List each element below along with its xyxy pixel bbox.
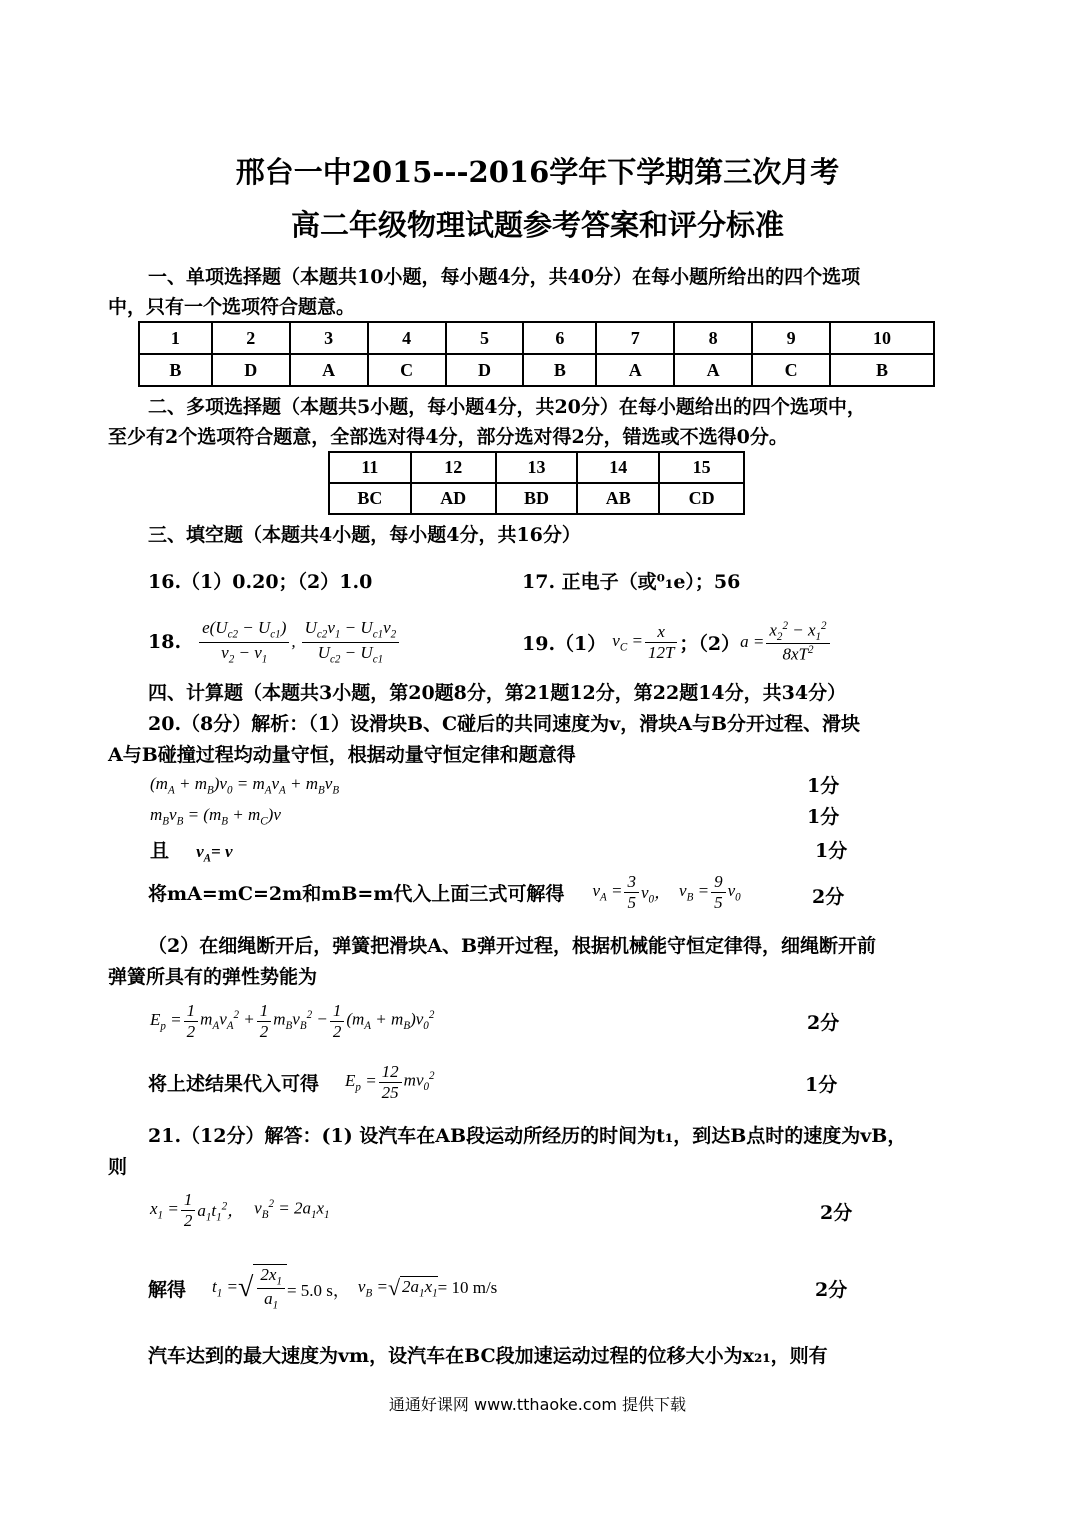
score: 1分	[807, 775, 840, 797]
score: 1分	[805, 1074, 838, 1096]
question-number: 8	[674, 322, 752, 354]
section-3-heading: 三、填空题（本题共4小题，每小题4分，共16分）	[148, 524, 581, 546]
question-number: 3	[290, 322, 368, 354]
q20-part2-line-2: 弹簧所具有的弹性势能为	[108, 966, 318, 988]
single-choice-answer-table	[138, 321, 935, 387]
q20-text-line-1: 20.（8分）解析：（1）设滑块B、C碰后的共同速度为v，滑块A与B分开过程、滑块	[148, 713, 861, 735]
answer-cell: C	[368, 354, 446, 386]
section-1-heading: 一、单项选择题（本题共10小题，每小题4分，共40分）在每小题所给出的四个选项	[148, 266, 861, 288]
equation-ep-result: 将上述结果代入可得 $E_p$ = $\frac{12}{25}$ $mv_0^2$	[148, 1061, 435, 1102]
answer-cell: A	[290, 354, 368, 386]
question-number: 15	[659, 452, 744, 483]
score: 1分	[815, 840, 848, 862]
table-row	[329, 452, 744, 483]
section-2-heading: 二、多项选择题（本题共5小题，每小题4分，共20分）在每小题给出的四个选项中，	[148, 396, 866, 418]
q21-text-line-2: 则	[108, 1156, 128, 1178]
score: 2分	[815, 1279, 848, 1301]
answer-cell: D	[446, 354, 524, 386]
answer-cell: A	[674, 354, 752, 386]
q20-text-line-2: A与B碰撞过程均动量守恒，根据动量守恒定律和题意得	[108, 744, 576, 766]
answer-19: 19.（1） $v_C$ = $\frac{x}{12T}$ ；（2） a = $\frac{x_2^2 - x_1^2}{8xT^2}$	[522, 616, 832, 668]
equation-prefix: 将上述结果代入可得	[148, 1072, 320, 1095]
score: 1分	[807, 806, 840, 828]
answer-cell: B	[139, 354, 212, 386]
equation-solve-t1-vb: 解得 $t_1$ = √ $\frac{2x_1}{a_1}$ = 5.0 s， $v_B$ = √ $2a_1x_1$ = 10 m/s	[148, 1264, 498, 1312]
question-number: 1	[139, 322, 212, 354]
answer-cell: AD	[411, 483, 496, 514]
formula-19b: $\frac{x_2^2 - x_1^2}{8xT^2}$	[766, 620, 829, 665]
question-number: 2	[212, 322, 290, 354]
score: 2分	[820, 1202, 853, 1224]
q21-text-line-1: 21.（12分）解答：(1) 设汽车在AB段运动所经历的时间为t₁，到达B点时的速度为vB，	[148, 1125, 907, 1147]
multiple-choice-answer-table	[328, 451, 745, 515]
question-number: 9	[752, 322, 830, 354]
question-number: 6	[523, 322, 596, 354]
table-row	[139, 322, 934, 354]
section-4-heading: 四、计算题（本题共3小题，第20题8分，第21题12分，第22题14分，共34分）	[148, 682, 847, 704]
section-1-heading-cont: 中，只有一个选项符合题意。	[108, 296, 356, 318]
answer-cell: D	[212, 354, 290, 386]
equation-prefix: 且	[150, 840, 170, 862]
equation-prefix: 将mA=mC=2m和mB=m代入上面三式可解得	[148, 882, 565, 905]
question-number: 5	[446, 322, 524, 354]
question-number: 10	[830, 322, 934, 354]
title-line-1: 邢台一中2015---2016学年下学期第三次月考	[235, 155, 840, 189]
table-row	[329, 483, 744, 514]
answer-cell: BD	[496, 483, 578, 514]
answer-cell: B	[523, 354, 596, 386]
question-number: 4	[368, 322, 446, 354]
equation-momentum-1: $(m_A + m_B)v_0 = m_Av_A + m_Bv_B$	[150, 774, 340, 797]
question-number: 11	[329, 452, 411, 483]
answer-cell: AB	[577, 483, 659, 514]
answer-cell: BC	[329, 483, 411, 514]
equation-kinematics: $x_1$ = $\frac{1}{2}$ $a_1t_1^2$， $v_B^2 = 2a_1x_1$	[150, 1189, 330, 1230]
answer-16: 16.（1）0.20；（2）1.0	[148, 571, 373, 593]
formula-19a: $\frac{x}{12T}$	[645, 622, 677, 662]
answer-19-separator: ；（2）	[679, 632, 741, 655]
question-number: 12	[411, 452, 496, 483]
score: 2分	[812, 886, 845, 908]
title-line-2: 高二年级物理试题参考答案和评分标准	[290, 208, 784, 242]
table-row	[139, 354, 934, 386]
answer-17: 17. 正电子（或⁰₁e）；56	[522, 571, 741, 593]
equation-va-equals-v: 且 $v_A= v$	[150, 840, 233, 865]
answer-18: 18. $\frac{e(U_{c2} - U_{c1})}{v_2 - v_1}$ , $\frac{U_{c2}v_1 - U_{c1}v_2}{U_{c2} - U_{c1}}$	[148, 616, 401, 668]
score: 2分	[807, 1012, 840, 1034]
answer-cell: A	[596, 354, 674, 386]
answer-19-label: 19.（1）	[522, 632, 607, 655]
q20-part2-line-1: （2）在细绳断开后，弹簧把滑块A、B弹开过程，根据机械能守恒定律得，细绳断开前	[148, 935, 877, 957]
formula-18b: $\frac{U_{c2}v_1 - U_{c1}v_2}{U_{c2} - U_{c1}}$	[302, 618, 400, 665]
section-2-heading-cont: 至少有2个选项符合题意，全部选对得4分，部分选对得2分，错选或不选得0分。	[108, 426, 788, 448]
question-number: 7	[596, 322, 674, 354]
equation-prefix: 解得	[148, 1278, 187, 1301]
footer-source: 通通好课网 www.tthaoke.com 提供下载	[388, 1395, 687, 1414]
answer-cell: C	[752, 354, 830, 386]
equation-substitution-result: 将mA=mC=2m和mB=m代入上面三式可解得 $v_A$ = $\frac{3}{5}$ $v_0$， $v_B$ = $\frac{9}{5}$ $v_0$	[148, 871, 741, 912]
answer-cell: B	[830, 354, 934, 386]
q21-text-line-3: 汽车达到的最大速度为vm，设汽车在BC段加速运动过程的位移大小为x₂₁，则有	[148, 1345, 828, 1367]
question-number: 14	[577, 452, 659, 483]
question-number: 13	[496, 452, 578, 483]
equation-elastic-energy: $E_p$ = $\frac{1}{2}$ $m_Av_A^2$ + $\frac{1}{2}$ $m_Bv_B^2$ − $\frac{1}{2}$ $(m_A + m_B)v_0^2$	[150, 1000, 435, 1041]
equation-momentum-2: $m_Bv_B = (m_B + m_C)v$	[150, 805, 281, 828]
formula-18a: $\frac{e(U_{c2} - U_{c1})}{v_2 - v_1}$	[199, 618, 289, 665]
answer-cell: CD	[659, 483, 744, 514]
answer-18-label: 18.	[148, 631, 182, 653]
